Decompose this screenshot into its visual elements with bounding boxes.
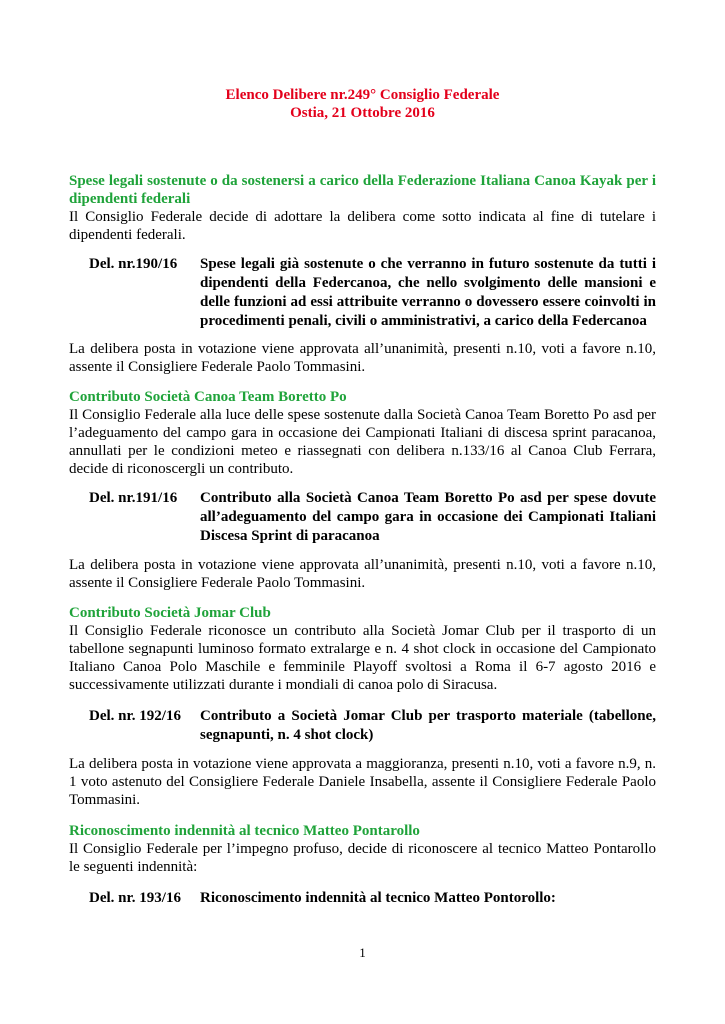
delibera-number: Del. nr.191/16	[89, 490, 178, 506]
delibera-text: Contributo alla Società Canoa Team Boretto Po asd per spese dovute all’adeguamento del campo gara in occasione dei Campionati Italiani Discesa Sprint di paracanoa	[200, 490, 656, 544]
document-title-block	[69, 86, 656, 122]
section-boretto-po	[69, 388, 656, 478]
section-intro: Il Consiglio Federale decide di adottare la delibera come sotto indicata al fine di tutelare i dipendenti federali.	[69, 209, 656, 243]
section-vote	[69, 556, 656, 592]
delibera-number: Del. nr.190/16	[89, 256, 178, 272]
page-number: 1	[359, 945, 366, 960]
document-title: Elenco Delibere nr.249° Consiglio Federale	[225, 87, 500, 103]
delibera-number: Del. nr. 193/16	[89, 890, 181, 906]
section-vote	[69, 340, 656, 376]
delibera-text: Spese legali già sostenute o che verranno in futuro sostenute da tutti i dipendenti della Federcanoa, che nello svolgimento delle mansioni e delle funzioni ad essi attribuite verranno o dovessero essere coinvolti in procedimenti penali, civili o amministrativi, a carico della Federcanoa	[200, 256, 656, 329]
section-heading: Riconoscimento indennità al tecnico Matteo Pontarollo	[69, 823, 420, 839]
section-intro: Il Consiglio Federale alla luce delle spese sostenute dalla Società Canoa Team Boretto Po asd per l’adeguamento del campo gara in occasione dei Campionati Italiani di discesa sprint paracanoa, annullati per le condizioni meteo e riassegnati con delibera n.133/16 al Canoa Club Ferrara, decide di riconoscergli un contributo.	[69, 407, 656, 477]
vote-result: La delibera posta in votazione viene approvata all’unanimità, presenti n.10, voti a favore n.10, assente il Consigliere Federale Paolo Tommasini.	[69, 341, 656, 375]
document-subtitle: Ostia, 21 Ottobre 2016	[290, 105, 435, 121]
delibera-192	[69, 707, 656, 745]
delibera-191	[69, 489, 656, 546]
section-intro: Il Consiglio Federale riconosce un contributo alla Società Jomar Club per il trasporto di un tabellone segnapunti luminoso formato extralarge e n. 4 shot clock in occasione del Campionato Italiano Canoa Polo Maschile e femminile Playoff svoltosi a Roma il 6-7 agosto 2016 e successivamente utilizzati durante i mondiali di canoa polo di Siracusa.	[69, 623, 656, 693]
section-heading: Spese legali sostenute o da sostenersi a carico della Federazione Italiana Canoa Kayak per i dipendenti federali	[69, 173, 656, 207]
section-jomar-club	[69, 604, 656, 694]
vote-result: La delibera posta in votazione viene approvata all’unanimità, presenti n.10, voti a favore n.10, assente il Consigliere Federale Paolo Tommasini.	[69, 557, 656, 591]
section-spese-legali	[69, 172, 656, 244]
section-heading: Contributo Società Canoa Team Boretto Po	[69, 389, 347, 405]
vote-result: La delibera posta in votazione viene approvata a maggioranza, presenti n.10, voti a favore n.9, n. 1 voto astenuto del Consigliere Federale Daniele Insabella, assente il Consigliere Federale Paolo Tommasini.	[69, 756, 656, 808]
delibera-190	[69, 255, 656, 331]
section-vote	[69, 755, 656, 809]
delibera-text: Riconoscimento indennità al tecnico Matteo Pontorollo:	[200, 890, 556, 906]
section-heading: Contributo Società Jomar Club	[69, 605, 271, 621]
section-pontarollo	[69, 822, 656, 876]
delibera-193	[69, 889, 656, 908]
delibera-number: Del. nr. 192/16	[89, 708, 181, 724]
section-intro: Il Consiglio Federale per l’impegno profuso, decide di riconoscere al tecnico Matteo Pontarollo le seguenti indennità:	[69, 841, 656, 875]
delibera-text: Contributo a Società Jomar Club per trasporto materiale (tabellone, segnapunti, n. 4 shot clock)	[200, 708, 656, 743]
